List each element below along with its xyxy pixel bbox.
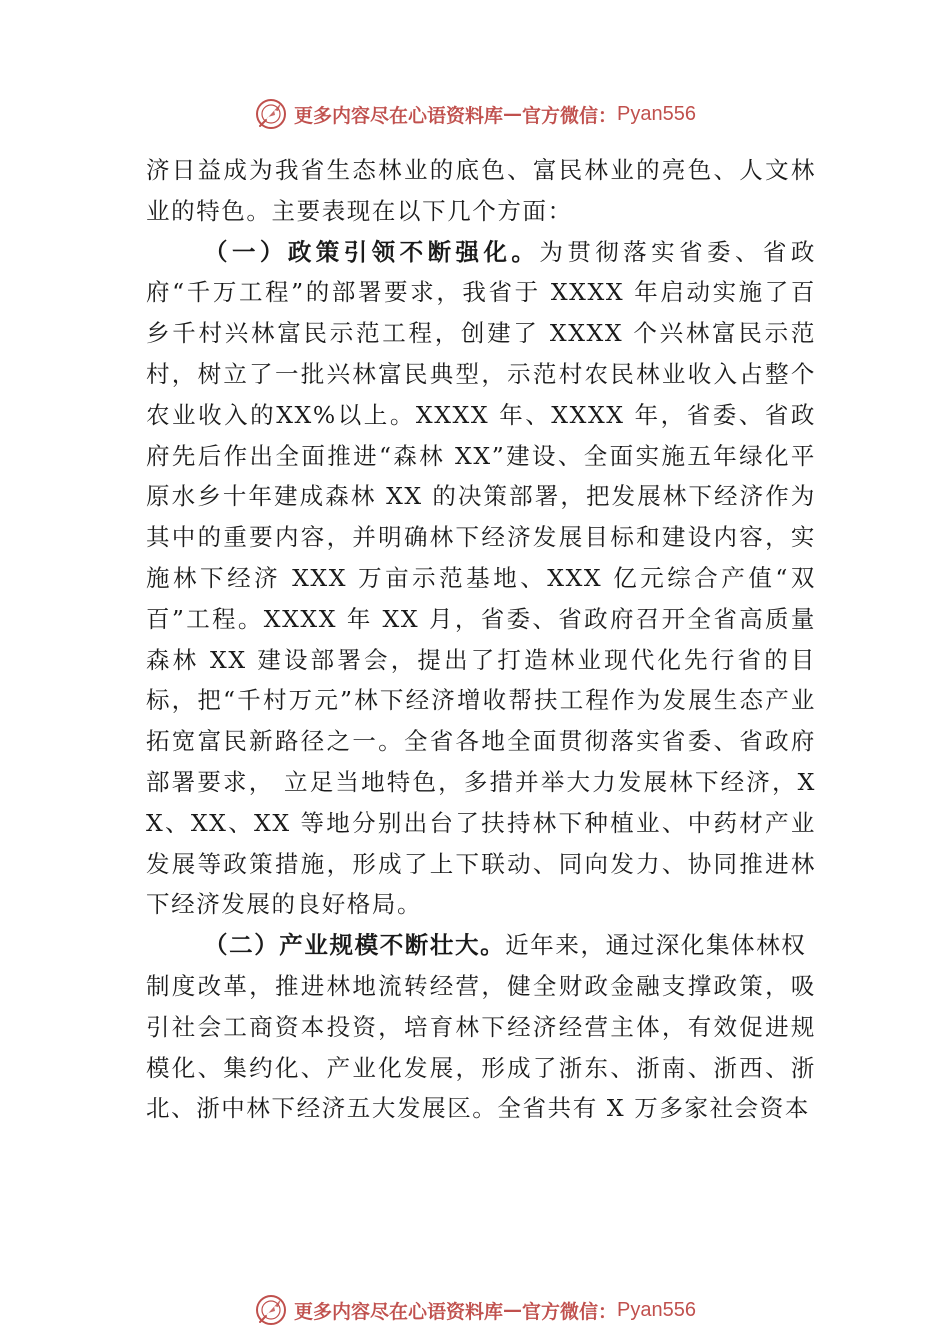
section-2-paragraph: 制度改革，推进林地流转经营，健全财政金融支撑政策，吸 引社会工商资本投资，培育林下经济经营主体，有效促进规模化、集约化、产业化发展，形成了浙东、浙南、浙西、浙 北、浙中林下经济五大发展区。全省共有 X 万多家社会资本 <box>146 971 816 1123</box>
quill-seal-icon <box>254 97 288 131</box>
quill-seal-icon <box>254 1293 288 1327</box>
watermark-main-text: 更多内容尽在心语资料库 <box>294 1300 504 1323</box>
document-body <box>146 150 816 1129</box>
section-2-first-line <box>146 925 816 966</box>
watermark-wechat-id: Pyan556 <box>617 102 696 125</box>
footer-watermark <box>0 1290 950 1330</box>
header-watermark <box>0 94 950 134</box>
section-2-body-line1: 近年来，通过深化集体林权 <box>505 931 807 960</box>
section-1-heading: （一）政策引领不断强化。 <box>204 237 540 266</box>
watermark-separator: — <box>503 103 523 125</box>
section-2-heading: （二）产业规模不断壮大。 <box>204 931 506 960</box>
watermark-main-text: 更多内容尽在心语资料库 <box>294 104 504 127</box>
watermark-wechat-id: Pyan556 <box>617 1298 696 1321</box>
watermark-sub-text: 官方微信： <box>522 1300 618 1323</box>
watermark-separator: — <box>503 1299 523 1321</box>
intro-paragraph: 济日益成为我省生态林业的底色、富民林业的亮色、人文林业的特色。主要表现在以下几个方面： <box>146 156 816 225</box>
section-1-body: 为贯彻落实省委、省政府“千万工程”的部署要求，我省于 XXXX 年启动实施了百乡千村兴林富民示范工程，创建了 XXXX 个兴林富民示范村，树立了一批兴林富民典型，示范村农民林业收入占整个农业收入的XX%以上。XXXX 年、XXXX 年，省委、省政府先后作出全面推进“森林 XX”建设、全面实施五年绿化平原水乡十年建成森林 XX 的决策部署，把发展林下经济作为其中的重要内容，并明确林下经济发展目标和建设内容，实施林下经济 XXX 万亩示范基地、XXX 亿元综合产值“双百”工程。XXXX 年 XX 月，省委、省政府召开全省高质量森林 XX 建设部署会，提出了打造林业现代化先行省的目标，把“千村万元”林下经济增收帮扶工程作为发展生态产业拓宽富民新路径之一。全省各地全面贯彻落实省委、省政府部署要求， 立足当地特色，多措并举大力发展林下经济，XX、XX、XX 等地分别出台了扶持林下种植业、中药材产业发展等政策措施，形成了上下联动、同向发力、协同推进林下经济发展的良好格局。 <box>146 237 817 919</box>
section-1-paragraph <box>146 232 816 926</box>
watermark-sub-text: 官方微信： <box>522 104 618 127</box>
